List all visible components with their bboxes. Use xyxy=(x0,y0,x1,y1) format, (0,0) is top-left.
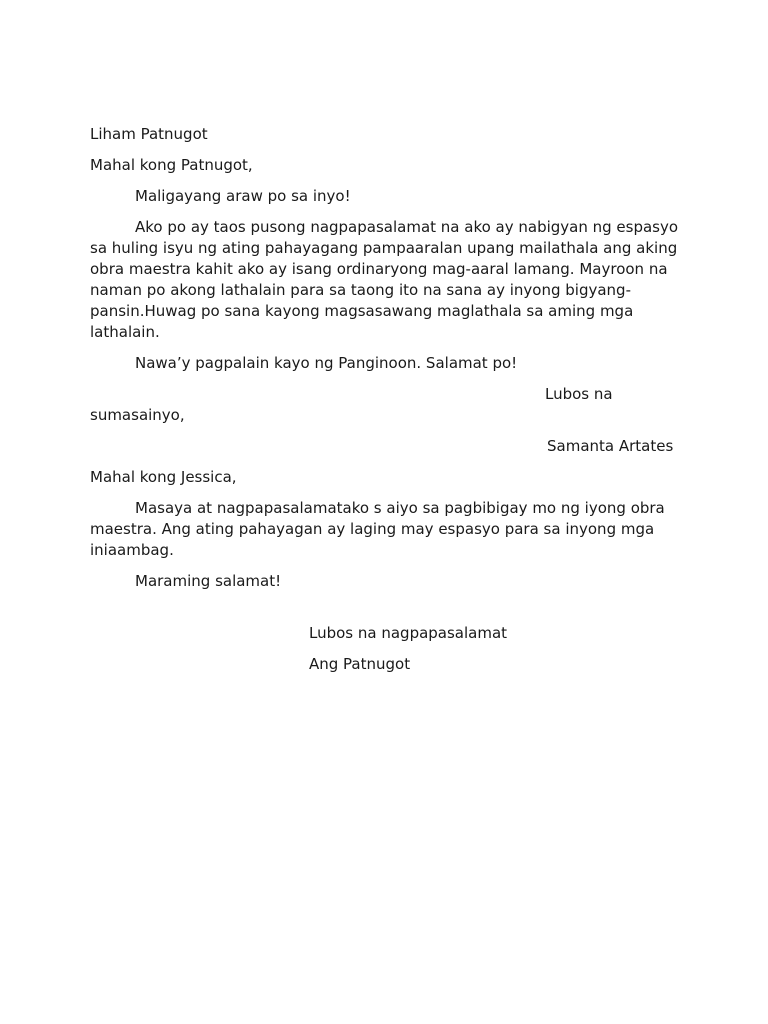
letter-body: Ako po ay taos pusong nagpapasalamat na ako ay nabigyan ng espasyo sa huling isyu ng ating pahayagang pampaaralan upang mailathala ang aking obra maestra kahit ako ay isang ordinaryong mag-aaral lamang. Mayroon na naman po akong lathalain para sa taong ito na sana ay inyong bigyang-pansin.Huwag po sana kayong magsasawang maglathala sa aming mga lathalain. xyxy=(90,218,679,341)
letter-salutation: Mahal kong Patnugot, xyxy=(90,156,253,174)
reply-body: Masaya at nagpapasalamatako s aiyo sa pagbibigay mo ng iyong obra maestra. Ang ating pahayagan ay laging may espasyo para sa inyong mga iniaambag. xyxy=(90,499,665,559)
letter-blessing: Nawa’y pagpalain kayo ng Panginoon. Salamat po! xyxy=(135,354,518,372)
reply-signature: Ang Patnugot xyxy=(309,655,411,673)
spacer xyxy=(90,602,680,623)
letter-closing-part1: Lubos na xyxy=(545,385,613,403)
letter-signature: Samanta Artates xyxy=(547,437,674,455)
document-content xyxy=(90,124,680,685)
reply-closing: Lubos na nagpapasalamat xyxy=(309,624,508,642)
reply-salutation: Mahal kong Jessica, xyxy=(90,468,237,486)
letter-greeting: Maligayang araw po sa inyo! xyxy=(135,187,351,205)
reply-thanks: Maraming salamat! xyxy=(135,572,282,590)
letter-closing-part2: sumasainyo, xyxy=(90,406,185,424)
letter-heading: Liham Patnugot xyxy=(90,125,208,143)
